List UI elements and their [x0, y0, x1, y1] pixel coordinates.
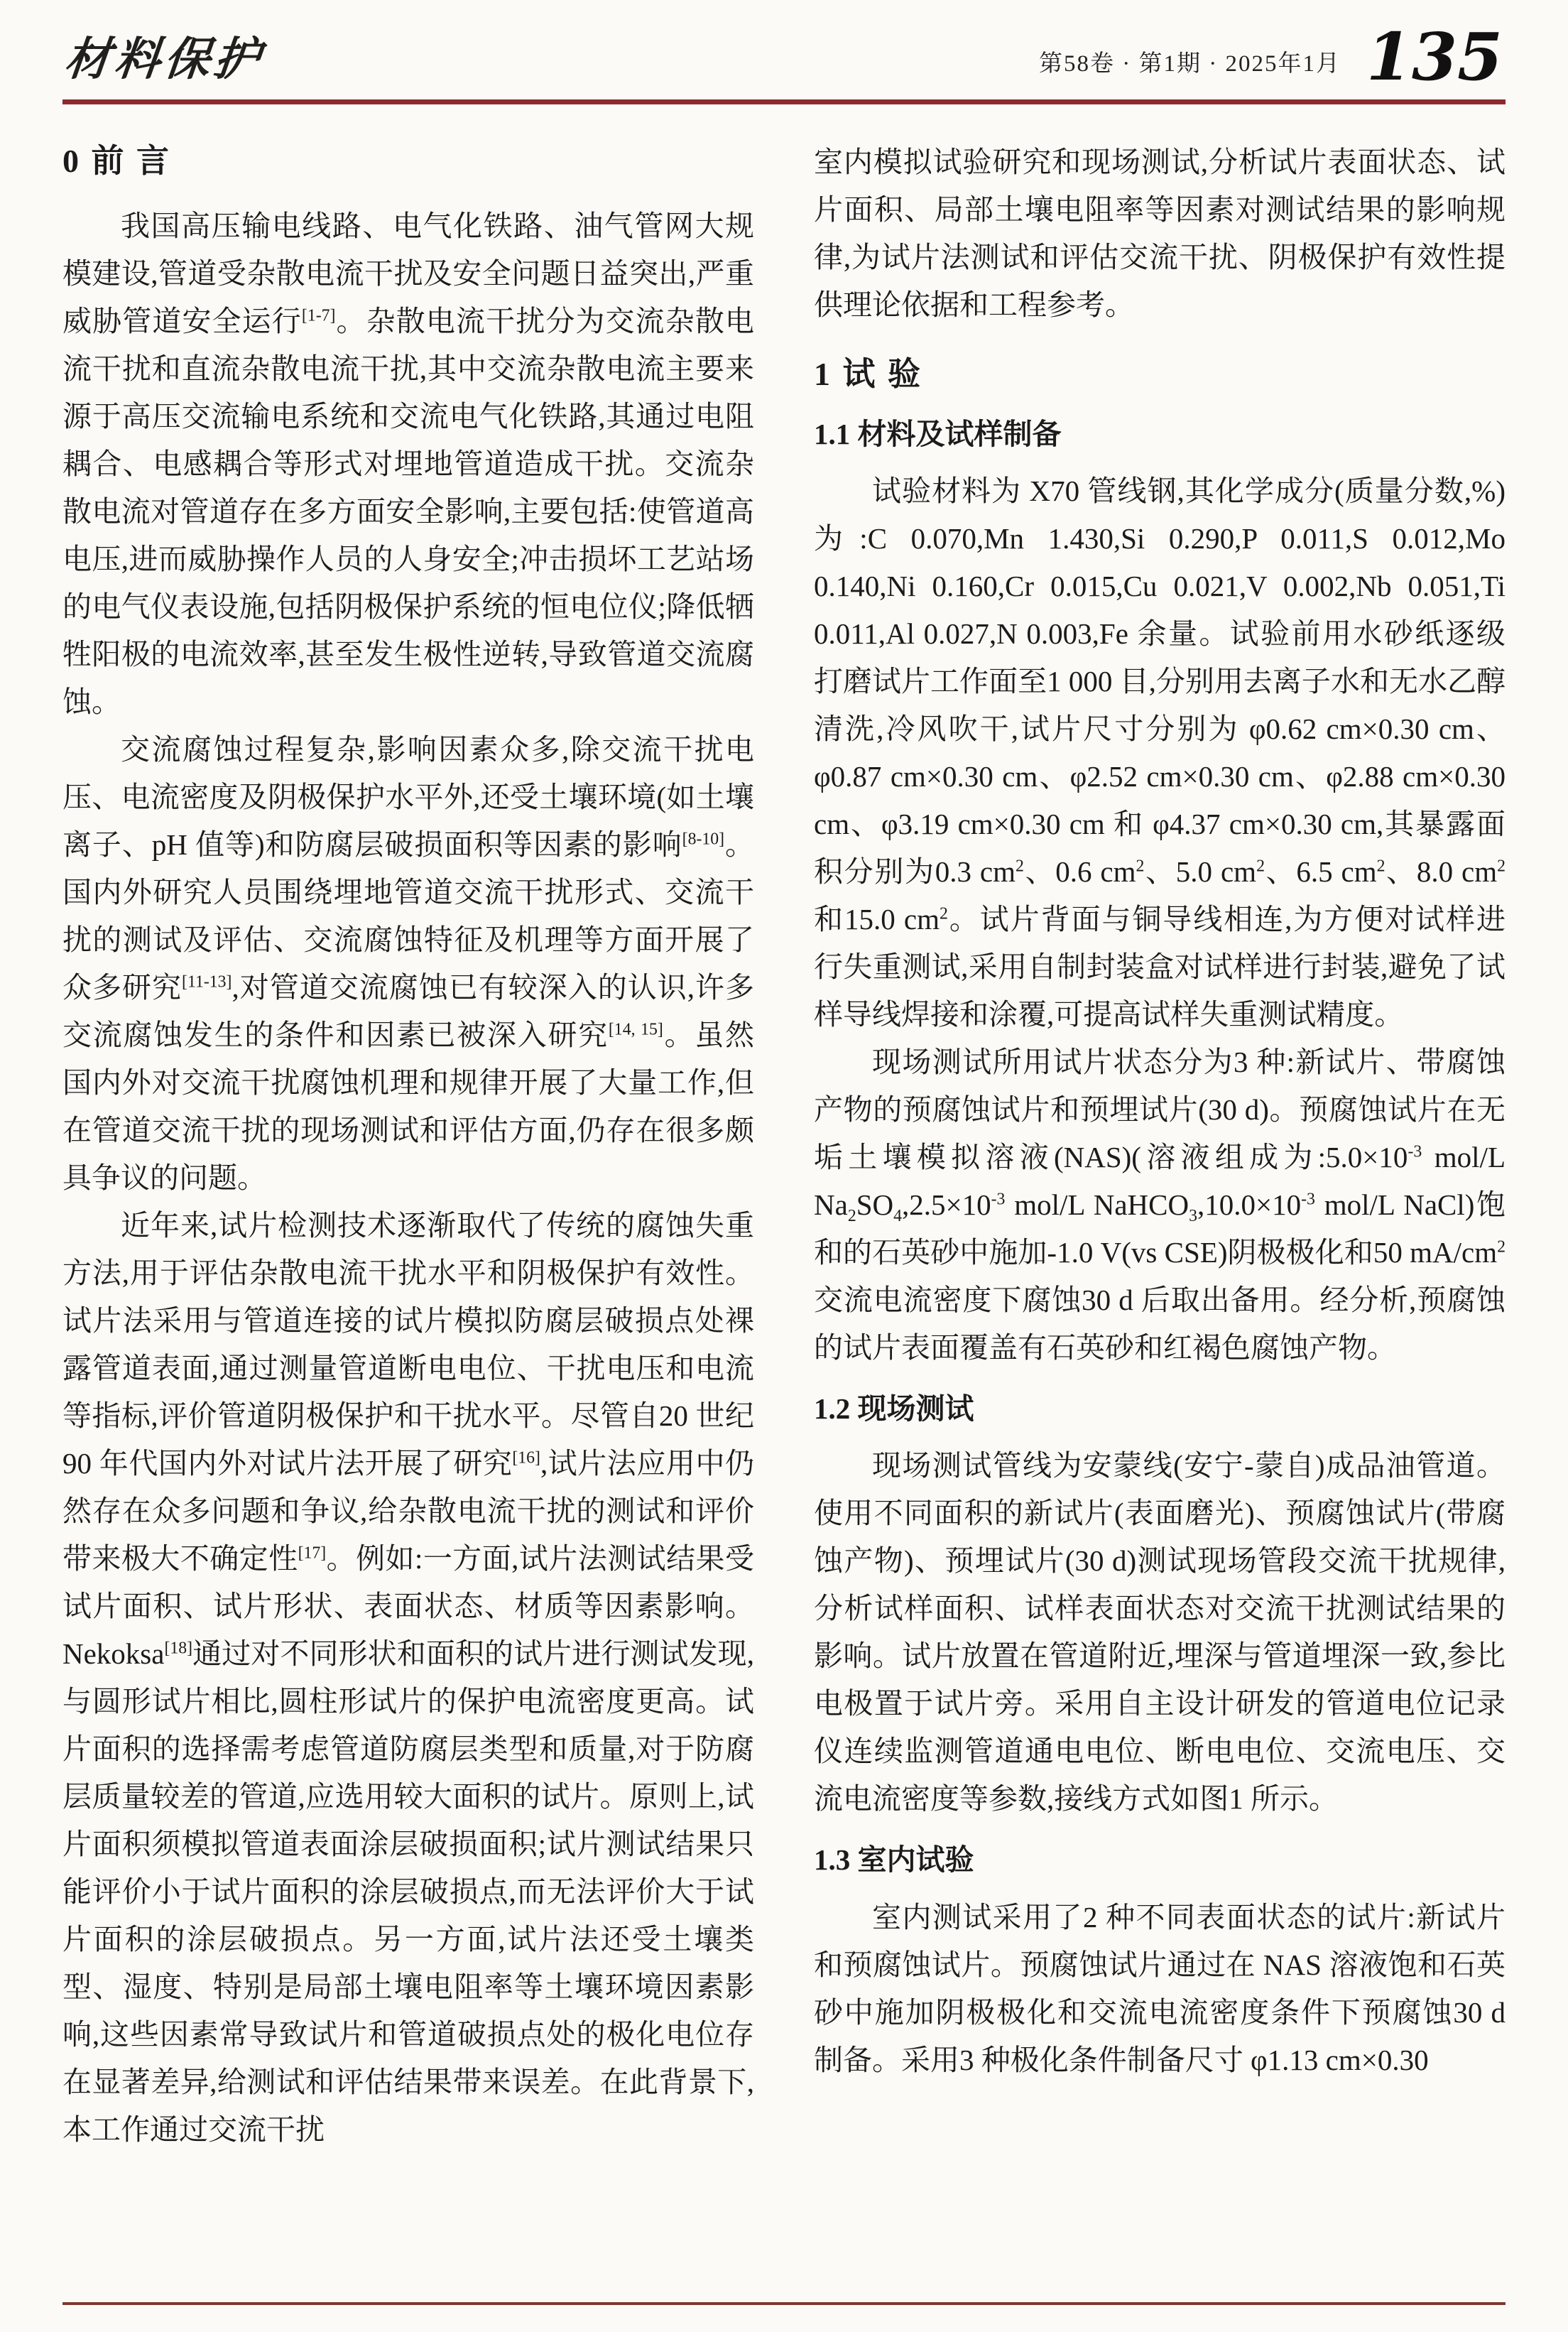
subscript: 3: [1189, 1207, 1198, 1226]
section-heading: 1.3 室内试验: [814, 1843, 974, 1877]
subscript: 4: [893, 1207, 903, 1226]
header-rule: [62, 99, 1506, 104]
paragraph: 室内模拟试验研究和现场测试,分析试片表面状态、试片面积、局部土壤电阻率等因素对测试结果的影响规律,为试片法测试和评估交流干扰、阴极保护有效性提供理论依据和工程参考。: [814, 146, 1506, 321]
superscript: -3: [1301, 1190, 1315, 1209]
section-heading: 1 试 验: [814, 356, 922, 392]
superscript: 2: [939, 904, 948, 923]
superscript: [14, 15]: [608, 1020, 663, 1039]
right-column: [814, 139, 1506, 2154]
paragraph: 交流腐蚀过程复杂,影响因素众多,除交流干扰电压、电流密度及阴极保护水平外,还受土壤环境(如土壤离子、pH 值等)和防腐层破损面积等因素的影响[8-10]。国内外研究人员围绕埋地管道交流干扰形式、交流干扰的测试及评估、交流腐蚀特征及机理等方面开展了众多研究[11-13],对管道交流腐蚀已有较深入的认识,许多交流腐蚀发生的条件和因素已被深入研究[14, 15]。虽然国内外对交流干扰腐蚀机理和规律开展了大量工作,但在管道交流干扰的现场测试和评估方面,仍存在很多颇具争议的问题。: [62, 732, 755, 1194]
left-column: [62, 139, 754, 2154]
superscript: [18]: [164, 1639, 193, 1658]
superscript: -3: [991, 1190, 1006, 1209]
superscript: 2: [1497, 1237, 1506, 1257]
subscript: 2: [847, 1207, 856, 1226]
issue-info: 第58卷 · 第1期 · 2025年1月: [1038, 51, 1341, 77]
superscript: [11-13]: [182, 972, 232, 992]
section-heading: 0 前 言: [62, 143, 171, 179]
paragraph: 近年来,试片检测技术逐渐取代了传统的腐蚀失重方法,用于评估杂散电流干扰水平和阴极保护有效性。试片法采用与管道连接的试片模拟防腐层破损点处裸露管道表面,通过测量管道断电电位、干扰电压和电流等指标,评价管道阴极保护和干扰水平。尽管自20 世纪90 年代国内外对试片法开展了研究[16],试片法应用中仍然存在众多问题和争议,给杂散电流干扰的测试和评价带来极大不确定性[17]。例如:一方面,试片法测试结果受试片面积、试片形状、表面状态、材质等因素影响。Nekoksa[18]通过对不同形状和面积的试片进行测试发现,与圆形试片相比,圆柱形试片的保护电流密度更高。试片面积的选择需考虑管道防腐层类型和质量,对于防腐层质量较差的管道,应选用较大面积的试片。原则上,试片面积须模拟管道表面涂层破损面积;试片测试结果只能评价小于试片面积的涂层破损点,而无法评价大于试片面积的涂层破损点。另一方面,试片法还受土壤类型、湿度、特别是局部土壤电阻率等土壤环境因素影响,这些因素常导致试片和管道破损点处的极化电位存在显著差异,给测试和评估结果带来误差。在此背景下,本工作通过交流干扰: [62, 1208, 755, 2146]
paragraph: 现场测试所用试片状态分为3 种:新试片、带腐蚀产物的预腐蚀试片和预埋试片(30 d)。预腐蚀试片在无垢土壤模拟溶液(NAS)(溶液组成为$:5.0\times 10^{-3}$ mol/L $Na_2SO_4,2.5\times 10^{-3}$ mol/L $NaHCO_3,10.0\times 10^{-3}$ mol/L NaCl)饱和的石英砂中施加-1.0 V(vs CSE)阴极极化和50 $mA/cm^2$交流电流密度下腐蚀30 d 后取出备用。经分析,预腐蚀的试片表面覆盖有石英砂和红褐色腐蚀产物。: [814, 1046, 1506, 1365]
paragraph: 室内测试采用了2 种不同表面状态的试片:新试片和预腐蚀试片。预腐蚀试片通过在 NAS 溶液饱和石英砂中施加阴极极化和交流电流密度条件下预腐蚀30 d 制备。采用3 种极化条件制备尺寸 φ1.13 cm×0.30: [814, 1900, 1506, 2076]
paragraph: 现场测试管线为安蒙线(安宁-蒙自)成品油管道。使用不同面积的新试片(表面磨光)、预腐蚀试片(带腐蚀产物)、预埋试片(30 d)测试现场管段交流干扰规律,分析试样面积、试样表面状态对交流干扰测试结果的影响。试片放置在管道附近,埋深与管道埋深一致,参比电极置于试片旁。采用自主设计研发的管道电位记录仪连续监测管道通电电位、断电电位、交流电压、交流电流密度等参数,接线方式如图1 所示。: [814, 1449, 1506, 1816]
superscript: [17]: [298, 1544, 327, 1563]
superscript: 2: [1136, 857, 1145, 876]
superscript: 2: [1016, 857, 1024, 876]
superscript: 2: [1376, 857, 1385, 876]
paragraph: 我国高压输电线路、电气化铁路、油气管网大规模建设,管道受杂散电流干扰及安全问题日益突出,严重威胁管道安全运行[1-7]。杂散电流干扰分为交流杂散电流干扰和直流杂散电流干扰,其中交流杂散电流主要来源于高压交流输电系统和交流电气化铁路,其通过电阻耦合、电感耦合等形式对埋地管道造成干扰。交流杂散电流对管道存在多方面安全影响,主要包括:使管道高电压,进而威胁操作人员的人身安全;冲击损坏工艺站场的电气仪表设施,包括阴极保护系统的恒电位仪;降低牺牲阳极的电流效率,甚至发生极性逆转,导致管道交流腐蚀。: [62, 209, 755, 718]
superscript: [1-7]: [301, 306, 336, 325]
superscript: -3: [1408, 1142, 1422, 1161]
page-number: 135: [1366, 18, 1503, 95]
section-heading: 1.2 现场测试: [814, 1392, 974, 1426]
superscript: 2: [1497, 857, 1506, 876]
footer-rule: [62, 2302, 1506, 2305]
superscript: 2: [1256, 857, 1265, 876]
article-body: [62, 139, 1506, 2154]
section-heading: 1.1 材料及试样制备: [814, 417, 1062, 450]
journal-logo: 材料保护: [62, 33, 267, 86]
header-right: [1038, 18, 1503, 95]
superscript: [16]: [512, 1448, 540, 1468]
page-header: [62, 18, 1506, 99]
paragraph: 试验材料为 X70 管线钢,其化学成分(质量分数,%)为:C 0.070,Mn 1.430,Si 0.290,P 0.011,S 0.012,Mo 0.140,Ni 0.160,Cr 0.015,Cu 0.021,V 0.002,Nb 0.051,Ti 0.011,Al 0.027,N 0.003,Fe 余量。试验前用水砂纸逐级打磨试片工作面至1 000 目,分别用去离子水和无水乙醇清洗,冷风吹干,试片尺寸分别为 φ0.62 cm×0.30 cm、φ0.87 cm×0.30 cm、φ2.52 cm×0.30 cm、φ2.88 cm×0.30 cm、φ3.19 cm×0.30 cm 和 φ4.37 cm×0.30 cm,其暴露面积分别为0.3 $cm^2$、0.6 $cm^2$、5.0 $cm^2$、6.5 $cm^2$、8.0 $cm^2$ 和15.0 $cm^2$。试片背面与铜导线相连,为方便对试样进行失重测试,采用自制封装盒对试样进行封装,避免了试样导线焊接和涂覆,可提高试样失重测试精度。: [814, 474, 1506, 1031]
superscript: [8-10]: [682, 830, 725, 849]
